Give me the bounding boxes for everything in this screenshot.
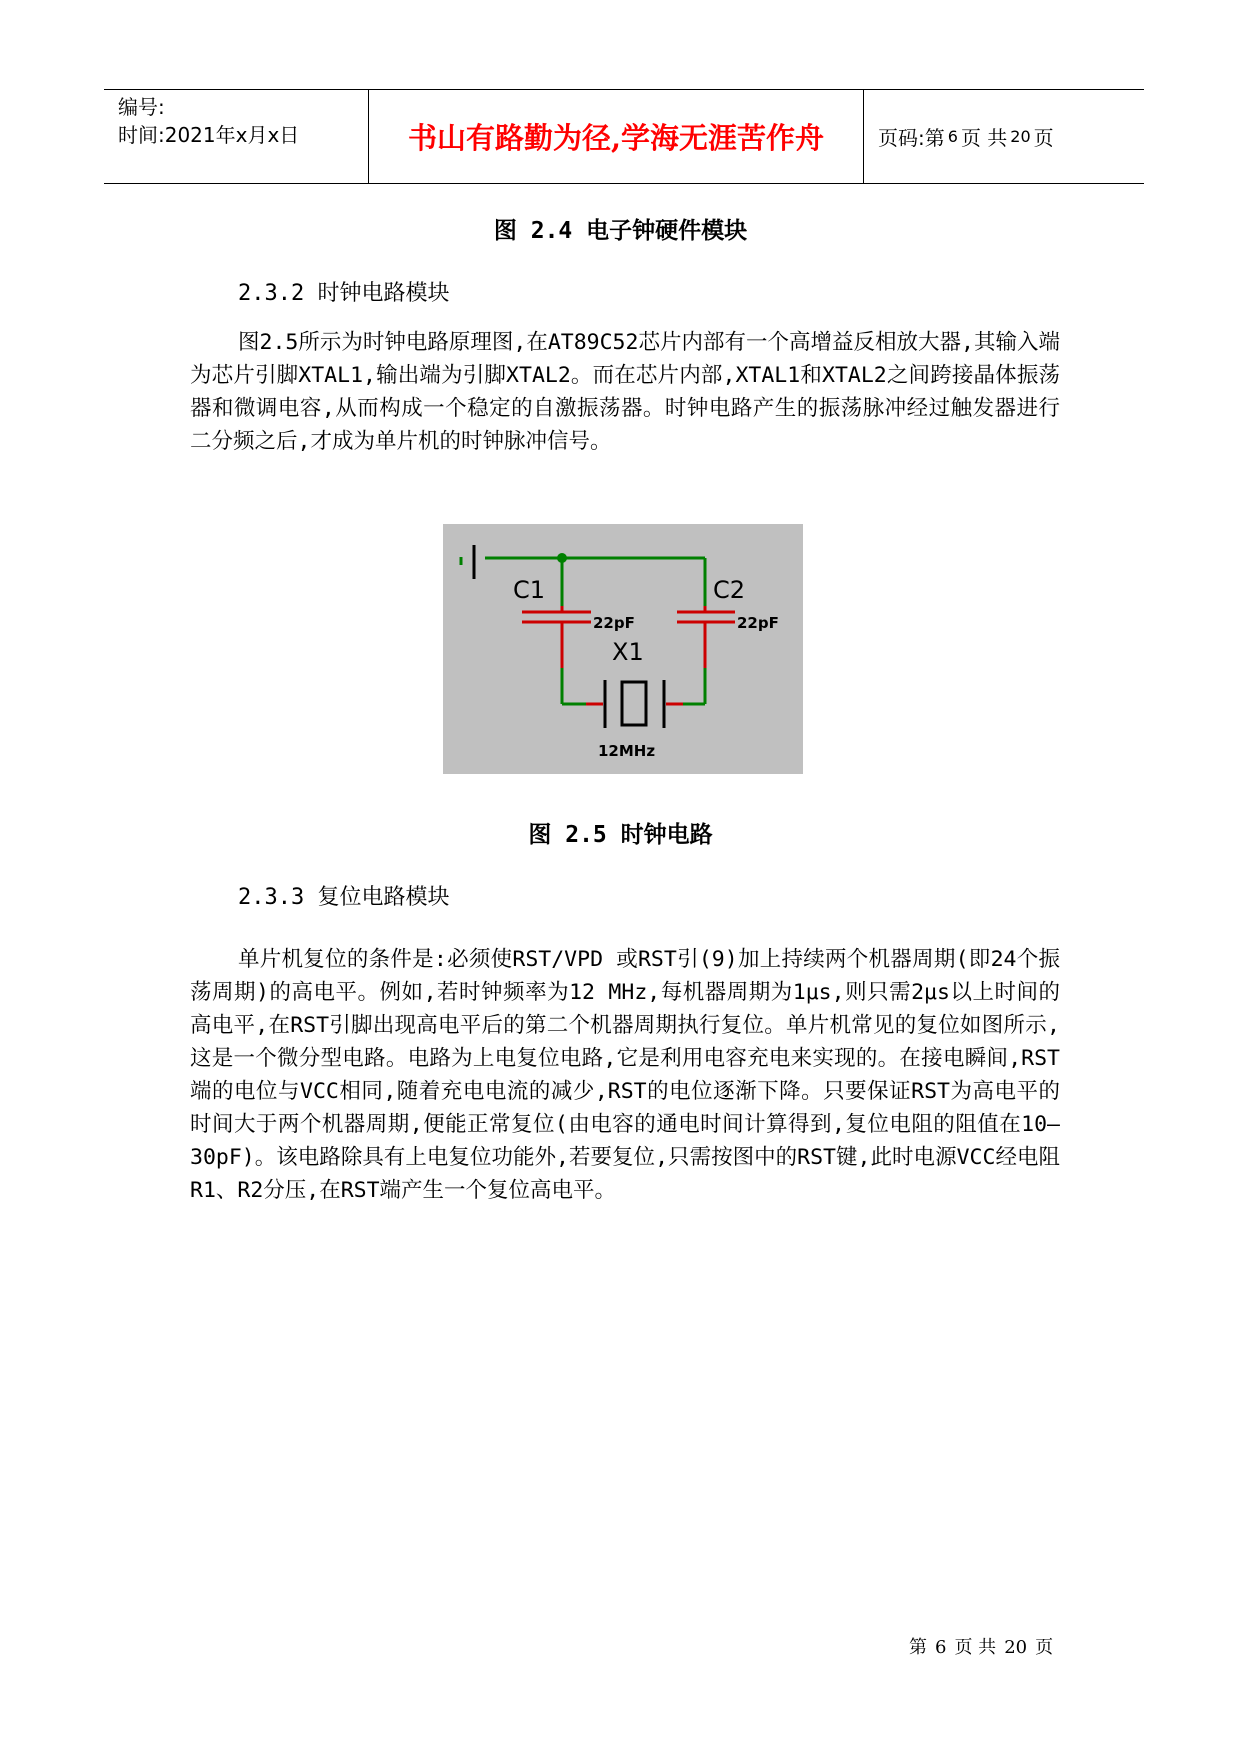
section-heading-2-3-3: 2.3.3 复位电路模块	[238, 885, 450, 910]
header-page-suffix: 页	[1033, 126, 1054, 150]
header-page-info	[864, 90, 1144, 183]
clock-circuit-figure	[443, 524, 803, 774]
footer-suffix: 页	[1035, 1637, 1054, 1658]
document-number-label: 编号:	[118, 95, 165, 119]
c1-value-label: 22pF	[593, 614, 635, 632]
footer-page-total: 20	[1004, 1637, 1028, 1658]
clock-circuit-schematic	[443, 524, 803, 774]
header-page-prefix: 页码:第	[878, 126, 945, 150]
c2-value-label: 22pF	[737, 614, 779, 632]
c2-label: C2	[713, 576, 746, 604]
paragraph-reset-circuit: 单片机复位的条件是:必须使RST/VPD 或RST引(9)加上持续两个机器周期(即24个振荡周期)的高电平。例如,若时钟频率为12 MHz,每机器周期为1μs,则只需2μs以上时间的高电平,在RST引脚出现高电平后的第二个机器周期执行复位。单片机常见的复位如图所示,这是一个微分型电路。电路为上电复位电路,它是利用电容充电来实现的。在接电瞬间,RST端的电位与VCC相同,随着充电电流的减少,RST的电位逐渐下降。只要保证RST为高电平的时间大于两个机器周期,便能正常复位(由电容的通电时间计算得到,复位电阻的阻值在10—30pF)。该电路除具有上电复位功能外,若要复位,只需按图中的RST键,此时电源VCC经电阻R1、R2分压,在RST端产生一个复位高电平。	[190, 947, 1060, 1203]
footer-prefix: 第	[909, 1637, 927, 1658]
footer-page-number: 6	[935, 1637, 947, 1658]
document-time-label: 时间:2021年x月x日	[118, 123, 300, 147]
header-page-number: 6	[947, 127, 958, 146]
x1-label: X1	[612, 638, 644, 666]
header-page-mid: 页 共	[960, 126, 1008, 150]
figure-caption-2-5: 图 2.5 时钟电路	[528, 822, 713, 848]
header-page-total: 20	[1010, 127, 1031, 146]
page-header	[104, 89, 1144, 184]
page-footer	[905, 1633, 1057, 1659]
figure-caption-2-4: 图 2.4 电子钟硬件模块	[493, 218, 748, 244]
crystal-body	[622, 682, 646, 725]
header-meta	[104, 90, 369, 183]
section-heading-2-3-2: 2.3.2 时钟电路模块	[238, 281, 450, 306]
c1-label: C1	[513, 576, 546, 604]
header-motto: 书山有路勤为径,学海无涯苦作舟	[369, 90, 864, 183]
paragraph-clock-circuit: 图2.5所示为时钟电路原理图,在AT89C52芯片内部有一个高增益反相放大器,其输入端为芯片引脚XTAL1,输出端为引脚XTAL2。而在芯片内部,XTAL1和XTAL2之间跨接晶体振荡器和微调电容,从而构成一个稳定的自激振荡器。时钟电路产生的振荡脉冲经过触发器进行二分频之后,才成为单片机的时钟脉冲信号。	[190, 330, 1060, 454]
footer-mid: 页 共	[954, 1637, 997, 1658]
x1-value-label: 12MHz	[598, 742, 656, 760]
